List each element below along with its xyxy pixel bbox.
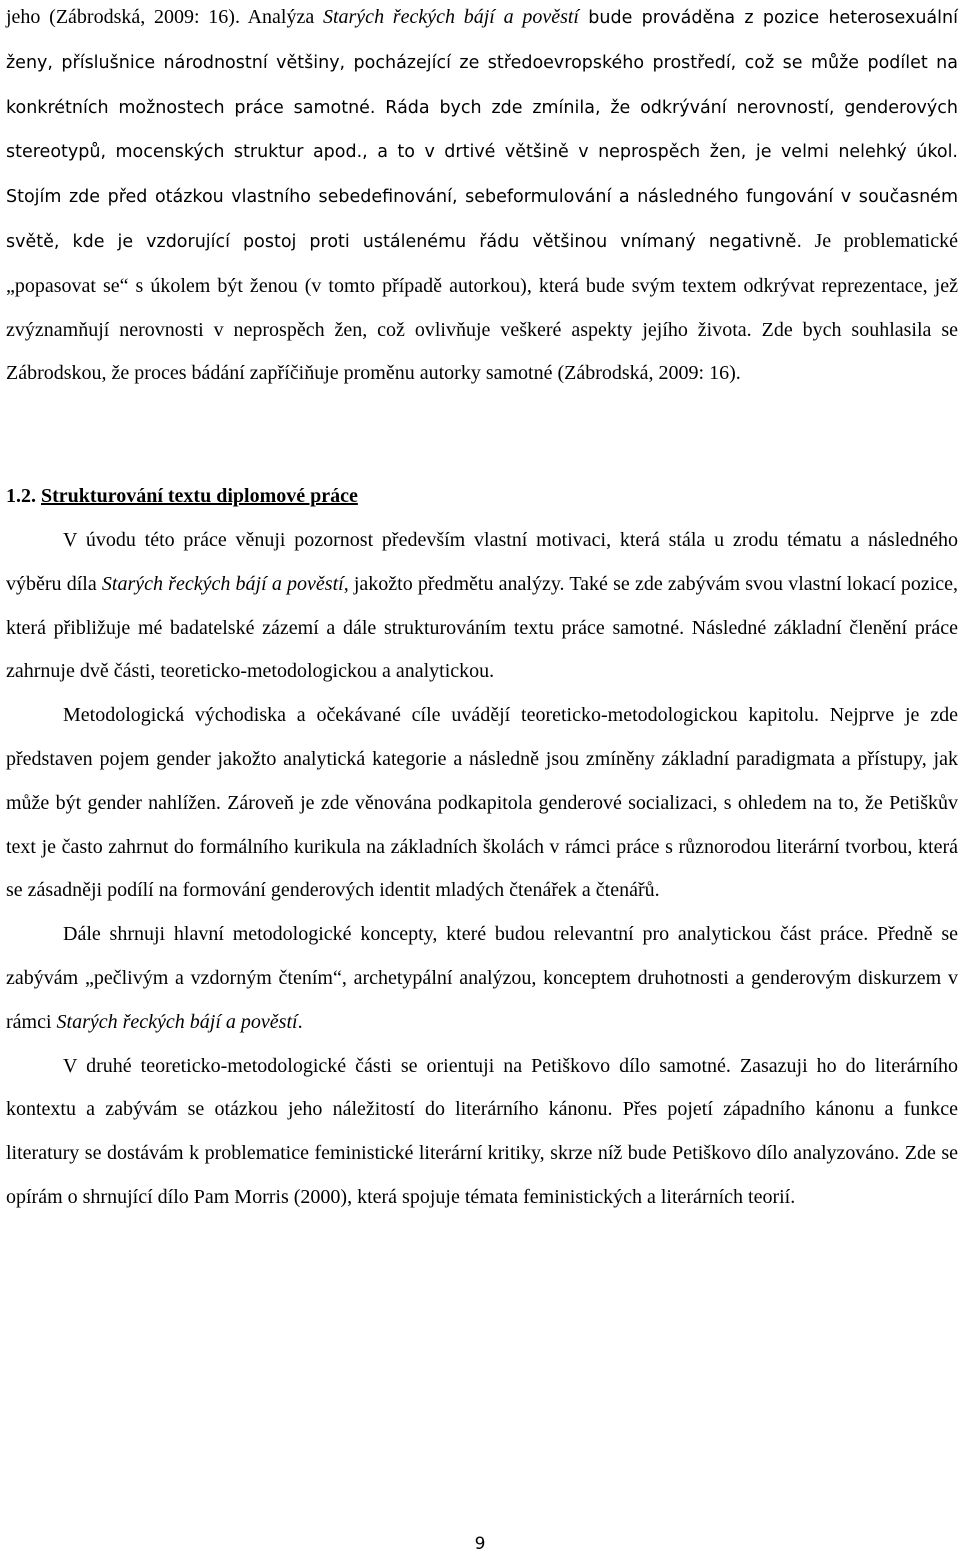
paragraph-text: bude prováděna z pozice heterosexuální ženy, příslušnice národnostní většiny, pocházející ze středoevropského prostředí, což se může podílet na konkrétních možnostech práce samotné. bbox=[6, 8, 958, 118]
paragraph-text: V úvodu této práce věnuji pozornost především vlastní motivaci, která stála u zrodu tématu a následného výběru díla bbox=[6, 528, 958, 595]
paragraph-text: . bbox=[297, 1010, 303, 1033]
book-title: Starých řeckých bájí a pověstí bbox=[101, 572, 344, 595]
paragraph-introduction bbox=[6, 519, 958, 694]
section-title: Strukturování textu diplomové práce bbox=[41, 485, 358, 508]
document-page bbox=[6, 0, 958, 1220]
paragraph-text: Ráda bych zde zmínila, že odkrývání nerovností, genderových stereotypů, mocenských struktur apod., a to v drtivé většině v neprospěch žen, je velmi nelehký úkol. bbox=[6, 97, 958, 163]
section-spacer bbox=[6, 396, 958, 475]
paragraph-text: Je problematické „popasovat se“ s úkolem být ženou (v tomto případě autorkou), která bude svým textem odkrývat reprezentace, jež zvýznamňují nerovnosti v neprospěch žen, což ovlivňuje veškeré aspekty jejího života. Zde bych souhlasila se Zábrodskou, že proces bádání zapříčiňuje proměnu autorky samotné (Zábrodská, 2009: 16). bbox=[6, 229, 958, 385]
paragraph-methodology: Metodologická východiska a očekávané cíle uvádějí teoreticko-metodologickou kapitolu. Nejprve je zde představen pojem gender jakožto analytická kategorie a následně jsou zmíněny základní paradigmata a přístupy, jak může být gender nahlížen. Zároveň je zde věnována podkapitola genderové socializaci, s ohledem na to, že Petiškův text je často zahrnut do formálního kurikula na základních školách v rámci práce s různorodou literární tvorbou, která se zásadněji podílí na formování genderových identit mladých čtenářek a čtenářů. bbox=[6, 704, 958, 902]
section-number: 1.2. bbox=[6, 485, 36, 508]
paragraph-text: jeho (Zábrodská, 2009: 16). Analýza bbox=[6, 6, 323, 28]
paragraph-positionality bbox=[6, 0, 958, 396]
page-number: 9 bbox=[474, 1534, 486, 1554]
paragraph-text: Stojím zde před otázkou vlastního sebedefinování, sebeformulování a následného fungování v současném světě, kde je vzdorující postoj proti ustálenému řádu většinou vnímaný negativně. bbox=[6, 187, 958, 252]
paragraph-canon: V druhé teoreticko-metodologické části se orientuji na Petiškovo dílo samotné. Zasazuji ho do literárního kontextu a zabývám se otázkou jeho náležitostí do literárního kánonu. Přes pojetí západního kánonu a funkce literatury se dostávám k problematice feministické literární kritiky, skrze níž bude Petiškovo dílo analyzováno. Zde se opírám o shrnující dílo Pam Morris (2000), která spojuje témata feministických a literárních teorií. bbox=[6, 1054, 958, 1208]
section-heading bbox=[6, 475, 958, 519]
paragraph-text: Dále shrnuji hlavní metodologické koncepty, které budou relevantní pro analytickou část práce. Předně se zabývám „pečlivým a vzdorným čtením“, archetypální analýzou, konceptem druhotnosti a genderovým diskurzem v rámci bbox=[6, 923, 958, 1033]
paragraph-concepts bbox=[6, 913, 958, 1044]
book-title: Starých řeckých bájí a pověstí bbox=[56, 1010, 298, 1033]
book-title: Starých řeckých bájí a pověstí bbox=[322, 6, 579, 28]
paragraph-text: , jakožto předmětu analýzy. Také se zde zabývám svou vlastní lokací pozice, která přibližuje mé badatelské zázemí a dále strukturováním textu práce samotné. Následné základní členění práce zahrnuje dvě části, teoreticko-metodologickou a analytickou. bbox=[6, 572, 959, 683]
